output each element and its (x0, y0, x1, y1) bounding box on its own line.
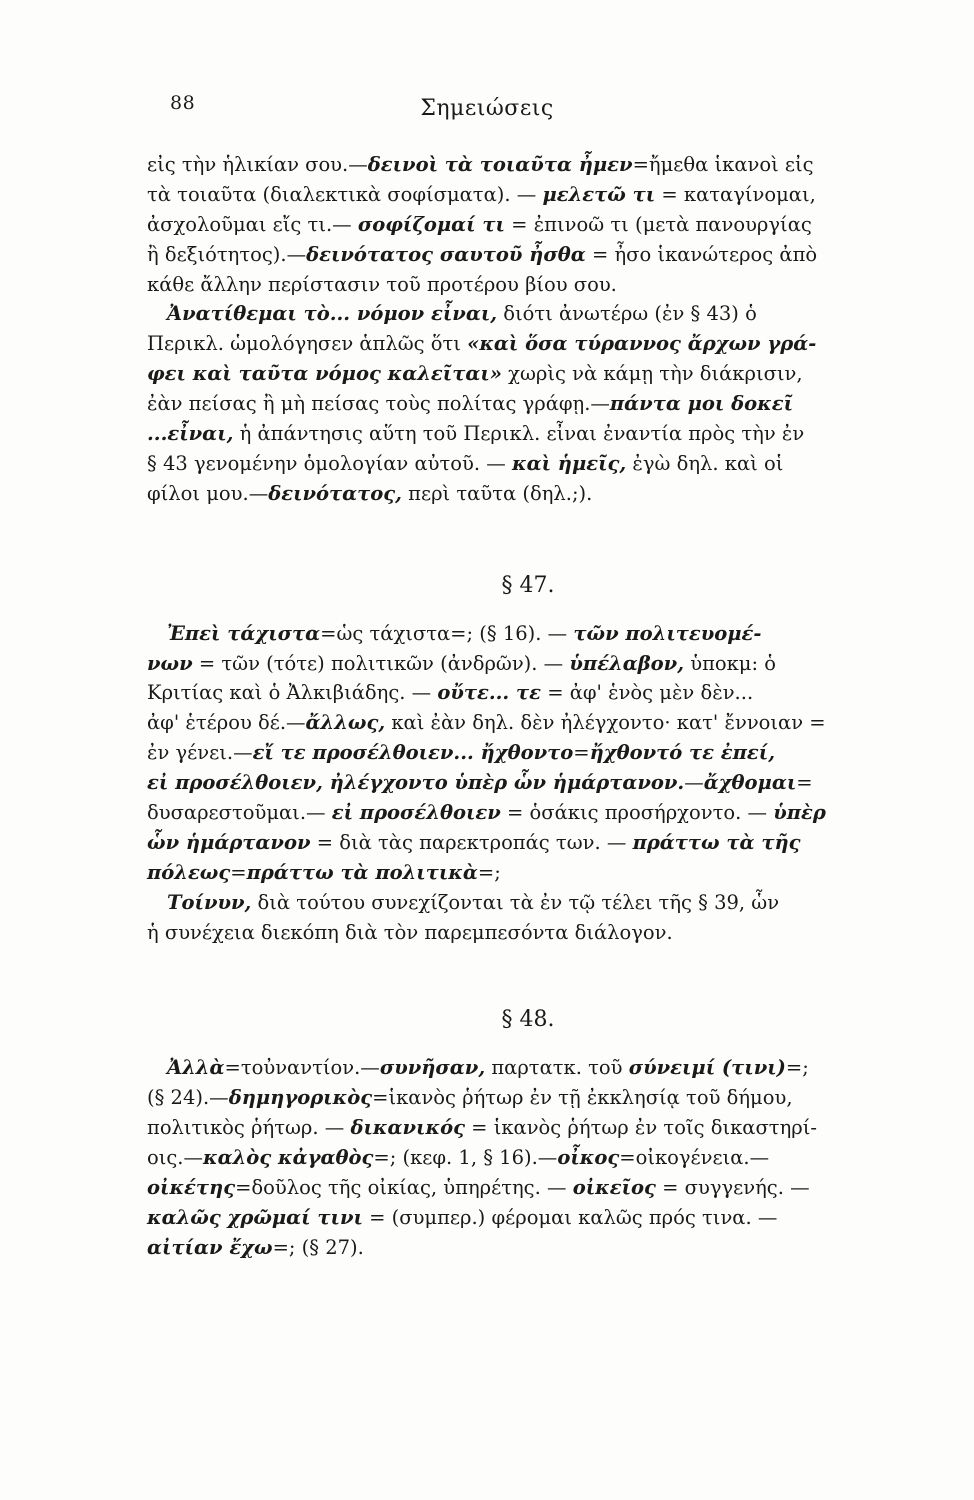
section-heading-47: § 47. (501, 572, 555, 598)
text-line: νων = τῶν (τότε) πολιτικῶν (ἀνδρῶν). — ὑπέλαβον, ὑποκμ: ὁ (147, 651, 776, 675)
text-line: τὰ τοιαῦτα (διαλεκτικὰ σοφίσματα). — μελετῶ τι = καταγίνομαι, (147, 182, 816, 206)
paragraph-2 (147, 299, 909, 508)
text-line: § 43 γενομένην ὁμολογίαν αὐτοῦ. — καὶ ἡμεῖς, ἐγὼ δηλ. καὶ οἱ (147, 451, 784, 475)
text-line: Ἐπεὶ τάχιστα=ὡς τάχιστα=; (§ 16). — τῶν πολιτευομέ- (167, 621, 762, 645)
text-line: πόλεως=πράττω τὰ πολιτικὰ=; (147, 860, 501, 884)
text-line: φίλοι μου.—δεινότατος, περὶ ταῦτα (δηλ.;). (147, 481, 593, 505)
text-line: εἰς τὴν ἡλικίαν σου.—δεινοὶ τὰ τοιαῦτα ἦμεν=ἤμεθα ἱκανοὶ εἰς (147, 153, 814, 176)
section-48-text (147, 1053, 909, 1262)
section-47-text (147, 619, 909, 948)
text-line: ἡ συνέχεια διεκόπη διὰ τὸν παρεμπεσόντα διάλογον. (147, 920, 673, 944)
text-line: ἐν γένει.—εἴ τε προσέλθοιεν... ἤχθοντο=ἤχθοντό τε ἐπεί, (147, 741, 776, 765)
text-line: αἰτίαν ἔχω=; (§ 27). (147, 1235, 364, 1259)
text-line: ἀσχολοῦμαι εἴς τι.— σοφίζομαί τι = ἐπινοῶ τι (μετὰ πανουργίας (147, 212, 812, 236)
paragraph-1 (147, 150, 909, 299)
text-line: ...εἶναι, ἡ ἀπάντησις αὕτη τοῦ Περικλ. εἶναι ἐναντία πρὸς τὴν ἐν (147, 422, 805, 446)
page-body (147, 150, 909, 1263)
text-line: Τοίνυν, διὰ τούτου συνεχίζονται τὰ ἐν τῷ τέλει τῆς § 39, ὧν (167, 890, 780, 914)
text-line: κάθε ἄλλην περίστασιν τοῦ προτέρου βίου σου. (147, 272, 617, 296)
text-line: ἢ δεξιότητος).—δεινότατος σαυτοῦ ἦσθα = ἦσο ἱκανώτερος ἀπὸ (147, 242, 818, 266)
text-line: ἐὰν πείσας ἢ μὴ πείσας τοὺς πολίτας γράφῃ.—πάντα μοι δοκεῖ (147, 392, 794, 416)
text-line: εἰ προσέλθοιεν, ἠλέγχοντο ὑπὲρ ὧν ἡμάρτανον.—ἄχθομαι= (147, 771, 813, 795)
text-line: Ἀνατίθεμαι τὸ... νόμον εἶναι, διότι ἀνωτέρω (ἐν § 43) ὁ (167, 302, 757, 326)
text-line: Κριτίας καὶ ὁ Ἀλκιβιάδης. — οὔτε... τε = ἀφ' ἑνὸς μὲν δὲν... (147, 681, 754, 705)
text-line: δυσαρεστοῦμαι.— εἰ προσέλθοιεν = ὁσάκις προσήρχοντο. — ὑπὲρ (147, 801, 826, 825)
text-line: καλῶς χρῶμαί τινι = (συμπερ.) φέρομαι καλῶς πρός τινα. — (147, 1205, 778, 1229)
text-line: οις.—καλὸς κἀγαθὸς=; (κεφ. 1, § 16).—οἶκος=οἰκογένεια.— (147, 1146, 770, 1170)
section-heading-48: § 48. (501, 1007, 555, 1033)
text-line: πολιτικὸς ῥήτωρ. — δικανικός = ἱκανὸς ῥήτωρ ἐν τοῖς δικαστηρί- (147, 1116, 817, 1140)
text-line: ἀφ' ἑτέρου δέ.—ἄλλως, καὶ ἐὰν δηλ. δὲν ἠλέγχοντο· κατ' ἔννοιαν = (147, 711, 826, 735)
running-head: Σημειώσεις (420, 96, 554, 121)
text-line: Ἀλλὰ=τοὐναντίον.—συνῆσαν, παρτατκ. τοῦ σύνειμί (τινι)=; (167, 1056, 809, 1080)
page-number: 88 (170, 92, 196, 114)
text-line: ὧν ἡμάρτανον = διὰ τὰς παρεκτροπάς των. — πράττω τὰ τῆς (147, 830, 801, 854)
text-line: φει καὶ ταῦτα νόμος καλεῖται» χωρὶς νὰ κάμῃ τὴν διάκρισιν, (147, 362, 803, 386)
text-line: (§ 24).—δημηγορικὸς=ἱκανὸς ῥήτωρ ἐν τῇ ἐκκλησίᾳ τοῦ δήμου, (147, 1086, 793, 1110)
text-line: οἰκέτης=δοῦλος τῆς οἰκίας, ὑπηρέτης. — οἰκεῖος = συγγενής. — (147, 1176, 810, 1200)
text-line: Περικλ. ὡμολόγησεν ἁπλῶς ὅτι «καὶ ὅσα τύραννος ἄρχων γρά- (147, 332, 817, 356)
